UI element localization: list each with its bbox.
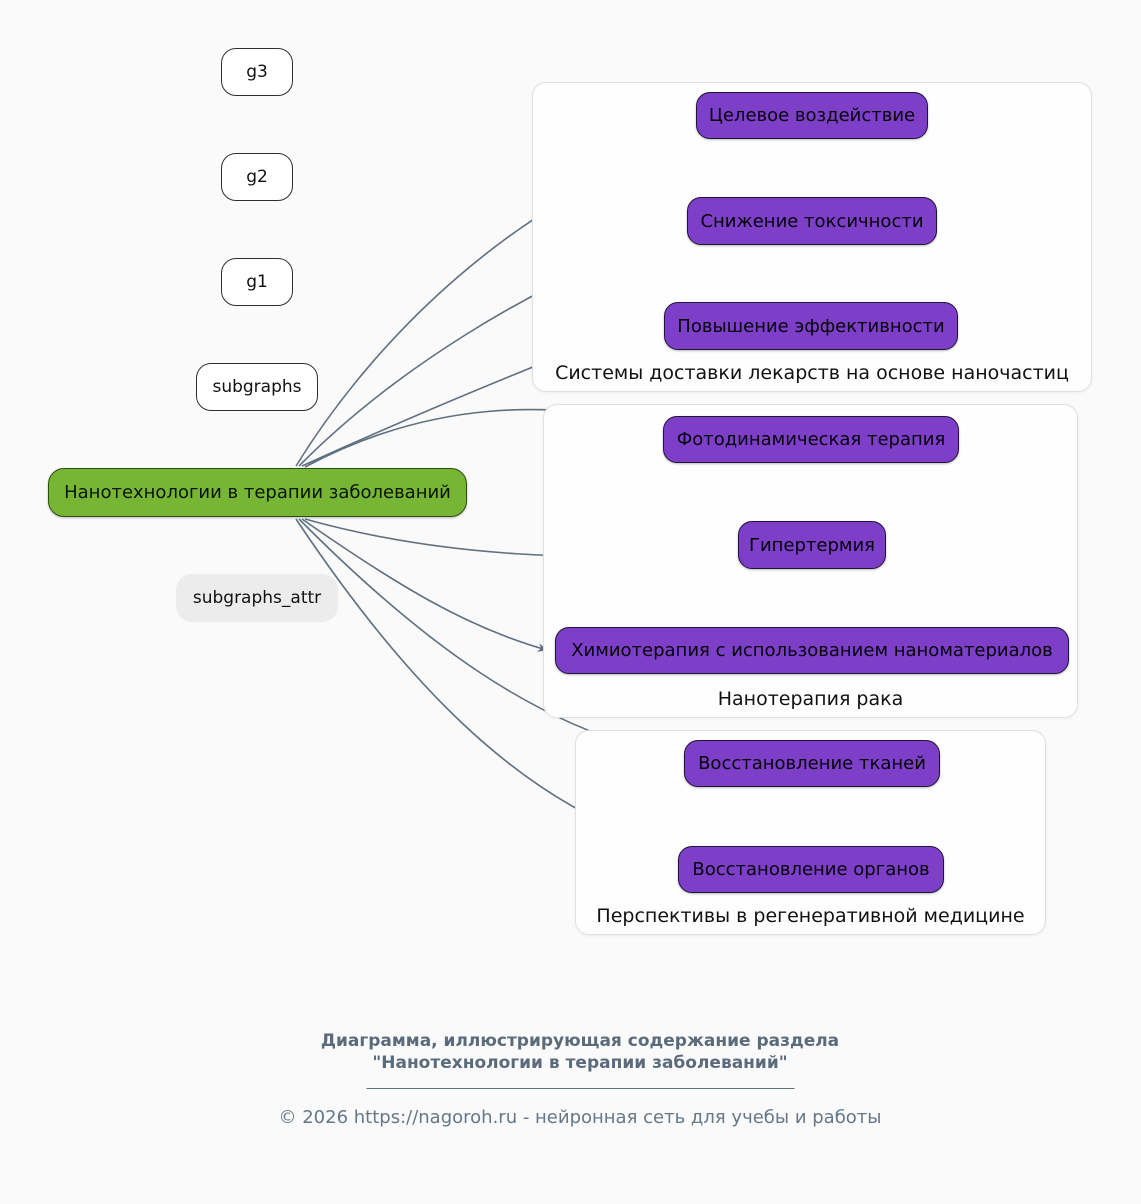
- node-nano-chemotherapy-label: Химиотерапия с использованием наноматериалов: [571, 640, 1053, 661]
- meta-node-g2-label: g2: [246, 167, 268, 187]
- node-photodynamic-therapy-label: Фотодинамическая терапия: [676, 429, 946, 450]
- cluster-drug-delivery-label: Системы доставки лекарств на основе наночастиц: [555, 362, 1069, 384]
- meta-node-g3-label: g3: [246, 62, 268, 82]
- cluster-cancer-nanotherapy-label: Нанотерапия рака: [717, 688, 904, 710]
- node-organ-restoration: [678, 846, 944, 893]
- root-node-label: Нанотехнологии в терапии заболеваний: [64, 482, 451, 503]
- node-toxicity-reduction-label: Снижение токсичности: [700, 210, 924, 232]
- meta-node-g1: [221, 258, 293, 306]
- edge-root-to-nano-chemotherapy: [302, 519, 547, 650]
- node-efficiency-increase-label: Повышение эффективности: [677, 315, 945, 337]
- caption-copyright: © 2026 https://nagoroh.ru - нейронная сеть для учебы и работы: [278, 1107, 882, 1128]
- node-organ-restoration-label: Восстановление органов: [692, 859, 930, 880]
- node-hyperthermia-label: Гипертермия: [748, 534, 876, 556]
- caption-title-line1: Диаграмма, иллюстрирующая содержание раздела: [320, 1031, 840, 1051]
- node-tissue-restoration-label: Восстановление тканей: [698, 753, 926, 774]
- node-targeted-impact: [696, 92, 928, 139]
- node-tissue-restoration: [684, 740, 940, 787]
- node-nano-chemotherapy: [555, 627, 1069, 674]
- node-hyperthermia: [738, 521, 886, 569]
- node-photodynamic-therapy: [663, 416, 959, 463]
- meta-node-g3: [221, 48, 293, 96]
- caption-title-line2: "Нанотехнологии в терапии заболеваний": [372, 1053, 788, 1073]
- node-targeted-impact-label: Целевое воздействие: [708, 105, 916, 126]
- meta-node-subgraphs-attr: [176, 574, 338, 622]
- meta-node-subgraphs-label: subgraphs: [212, 377, 302, 397]
- caption-block: [278, 1030, 881, 1128]
- caption-divider: [366, 1088, 794, 1089]
- meta-node-g2: [221, 153, 293, 201]
- cluster-regenerative-medicine-label: Перспективы в регенеративной медицине: [596, 905, 1025, 927]
- meta-node-g1-label: g1: [246, 272, 268, 292]
- node-efficiency-increase: [664, 302, 958, 350]
- meta-node-subgraphs: [196, 363, 318, 411]
- root-node: [48, 468, 467, 517]
- meta-node-subgraphs-attr-label: subgraphs_attr: [192, 588, 322, 608]
- node-toxicity-reduction: [687, 197, 937, 245]
